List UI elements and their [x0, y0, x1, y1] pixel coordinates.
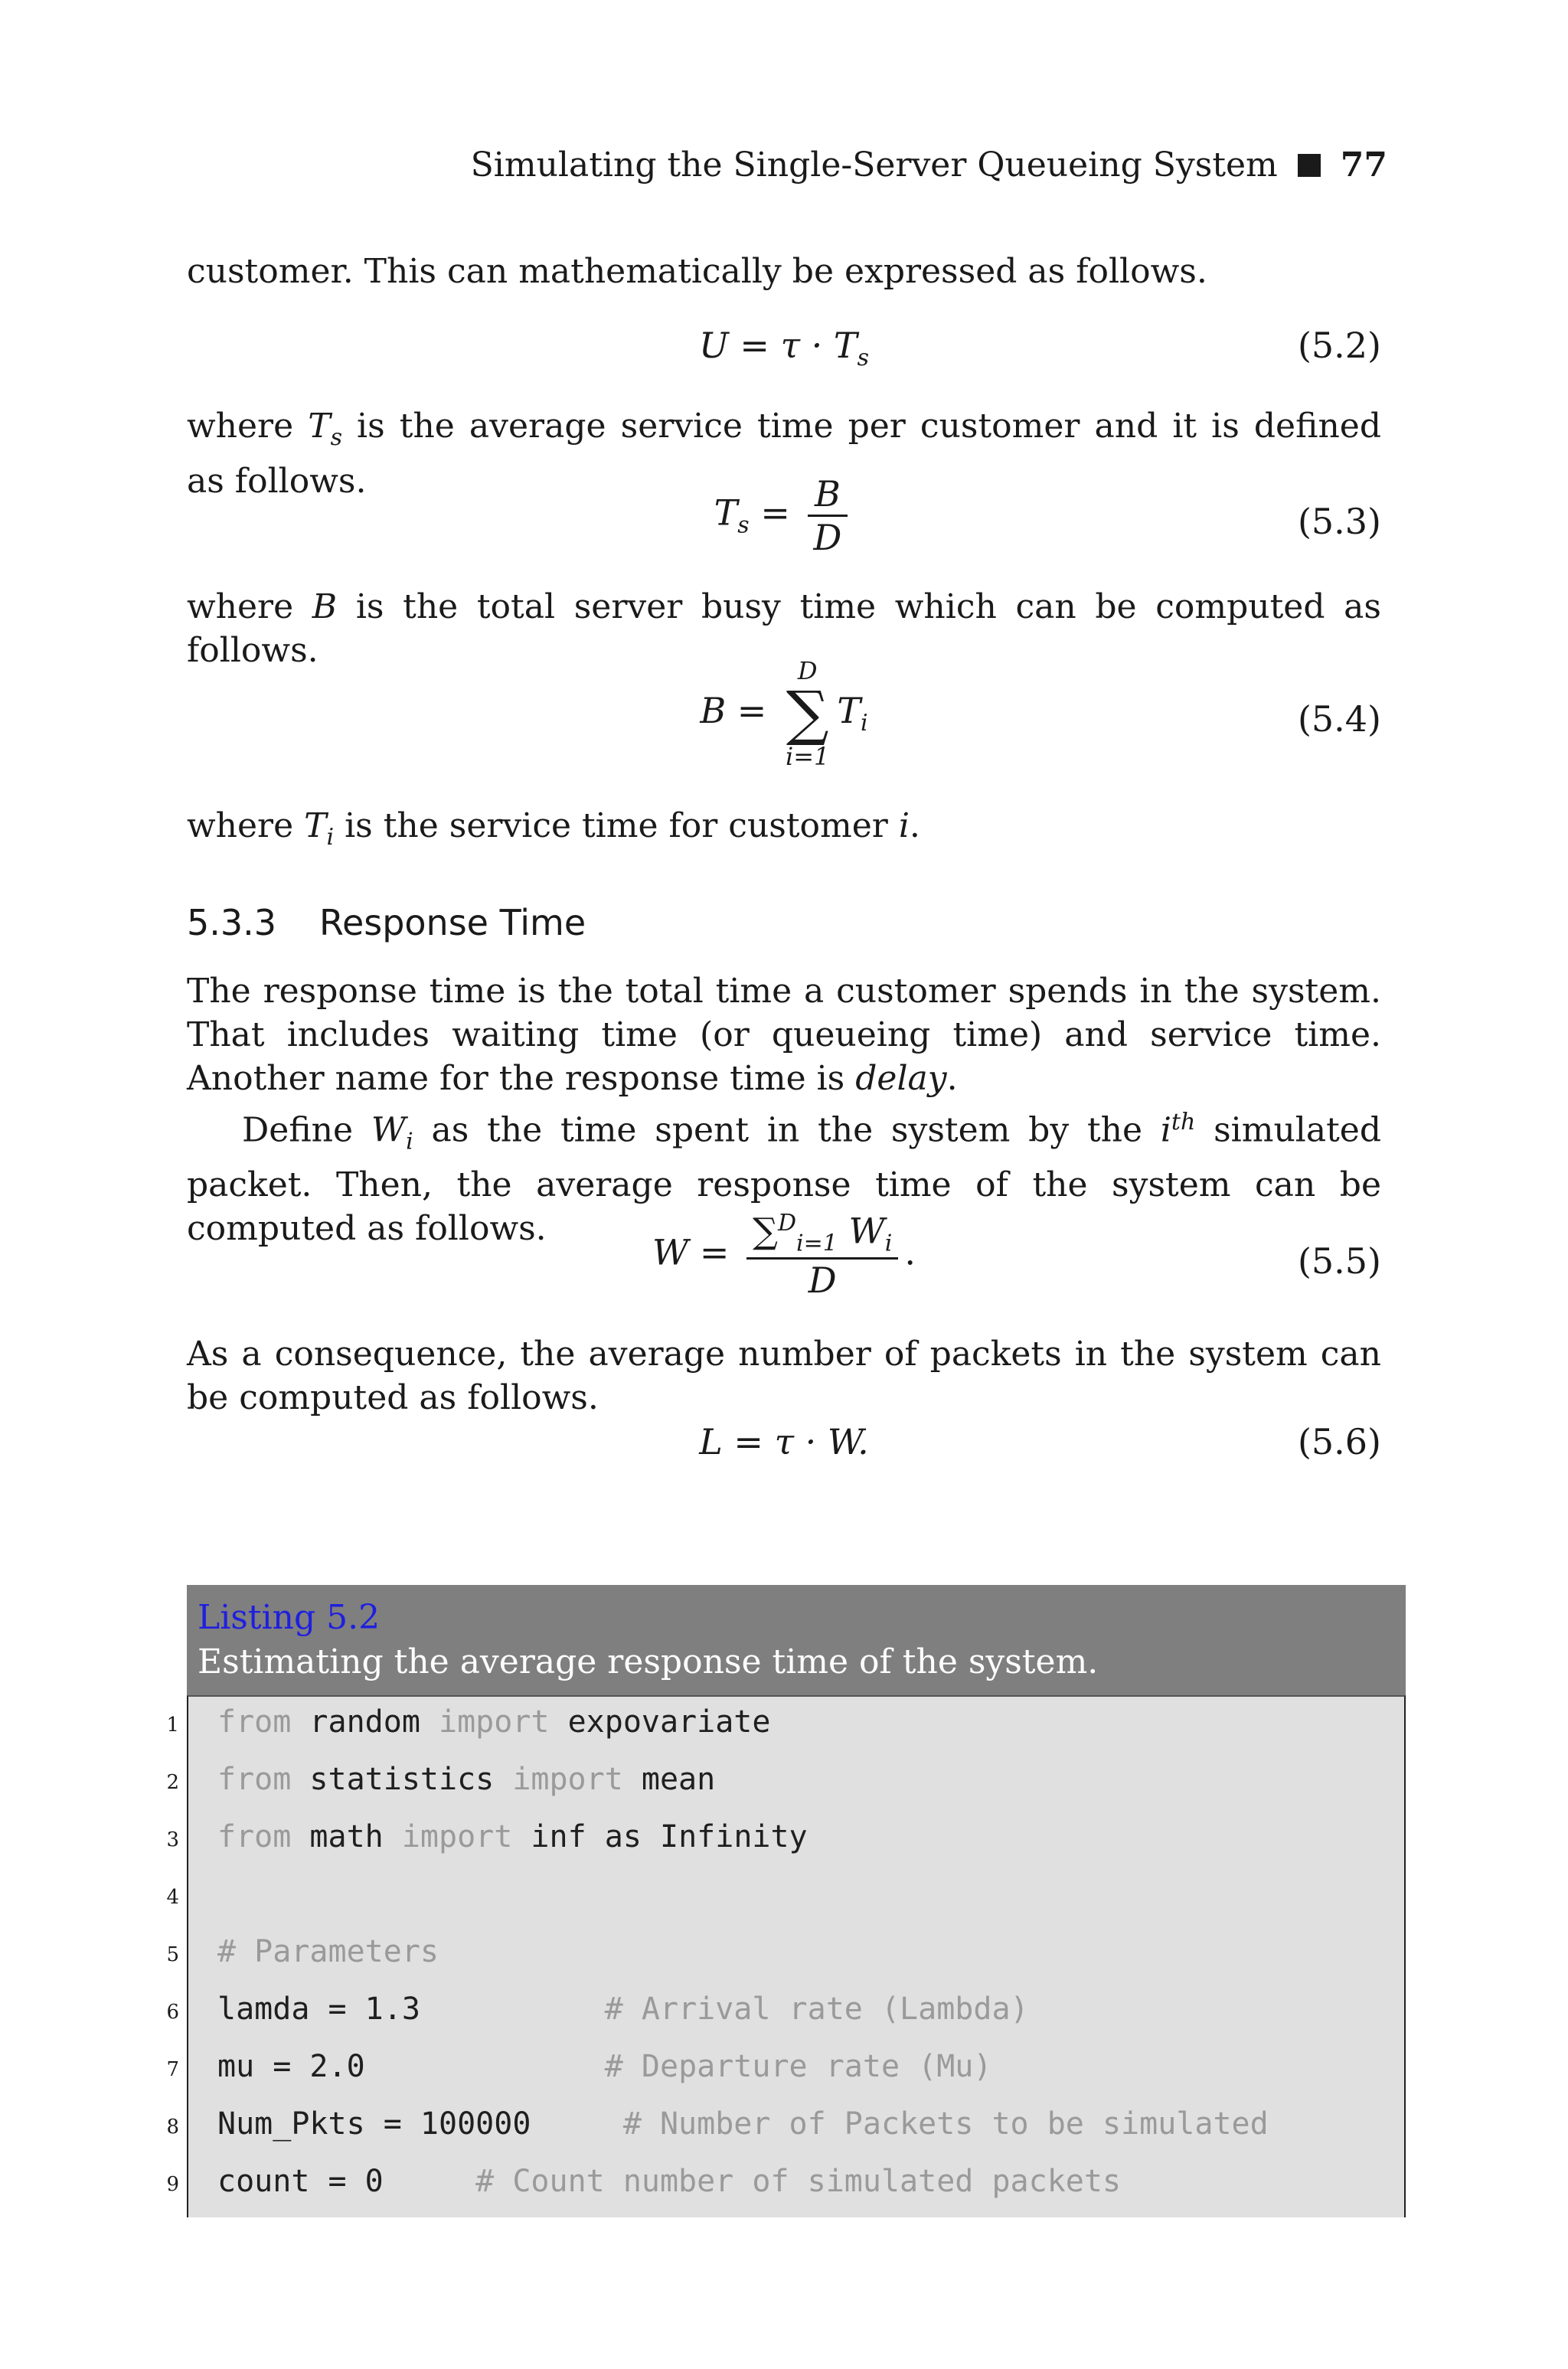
- numerator: B: [808, 473, 848, 517]
- math-sub: i: [326, 823, 335, 851]
- eq-rhs: τ · W.: [774, 1421, 869, 1462]
- equation-5-3: $T_s$ = $\frac{B}{D}$ (5.3): [714, 473, 1381, 558]
- code-token: mu = 2.0: [217, 2049, 605, 2084]
- code-text: [217, 2106, 1269, 2142]
- eq-lhs: U: [699, 325, 729, 366]
- code-comment: # Count number of simulated packets: [475, 2164, 1122, 2199]
- numerator: [746, 1210, 898, 1260]
- code-text: [217, 1819, 808, 1854]
- fraction: [746, 1210, 898, 1301]
- text: where: [187, 587, 312, 626]
- text: where: [187, 806, 305, 845]
- text: .: [909, 806, 920, 845]
- line-number: 5: [166, 1943, 179, 1966]
- sum-lower: i=1: [785, 742, 830, 771]
- code-text: [217, 1704, 770, 1740]
- code-token: inf as Infinity: [512, 1819, 808, 1854]
- section-number: 5.3.3: [187, 902, 277, 943]
- code-line: [166, 2156, 1404, 2214]
- code-line: [166, 1926, 1404, 1984]
- eq-sub: s: [857, 345, 869, 372]
- text: where: [187, 407, 309, 446]
- denominator: D: [808, 1259, 837, 1301]
- code-line: [166, 2099, 1404, 2156]
- line-number: 6: [166, 2001, 179, 2024]
- line-number: 2: [166, 1771, 179, 1794]
- code-text: [217, 1992, 1029, 2027]
- math-var: T: [308, 407, 331, 446]
- code-keyword: import: [438, 1704, 550, 1740]
- math-var: B: [312, 587, 338, 626]
- equation-5-4: B = D ∑ i=1 $T_i$ (5.4): [700, 656, 1381, 771]
- text: is the service time for customer: [334, 806, 899, 845]
- listing-header: [187, 1585, 1406, 1695]
- fraction: [808, 473, 848, 558]
- code-comment: # Parameters: [217, 1934, 439, 1969]
- math-sub: s: [330, 423, 342, 451]
- math-var: i: [898, 806, 910, 845]
- emphasis: delay: [855, 1059, 947, 1098]
- code-listing: [166, 1585, 1406, 2217]
- code-token: math: [291, 1819, 402, 1854]
- section-title: Response Time: [319, 902, 586, 943]
- code-comment: # Departure rate (Mu): [604, 2049, 992, 2084]
- code-line: [166, 1697, 1404, 1754]
- code-text: [217, 1934, 439, 1969]
- page-number: 77: [1340, 145, 1387, 185]
- code-keyword: from: [217, 1819, 292, 1854]
- line-number: 8: [166, 2116, 179, 2139]
- paragraph: As a consequence, the average number of packets in the system can be computed as follows.: [187, 1335, 1381, 1417]
- eq-lhs: W: [652, 1231, 689, 1273]
- text: .: [946, 1059, 958, 1098]
- sum-term: T: [837, 690, 861, 731]
- code-comment: # Arrival rate (Lambda): [604, 1992, 1029, 2027]
- code-line: [166, 1754, 1404, 1812]
- text: as the time spent in the system by the: [413, 1110, 1161, 1150]
- code-line: [166, 1984, 1404, 2041]
- code-token: lamda = 1.3: [217, 1992, 605, 2027]
- sigma-icon: ∑: [786, 679, 829, 748]
- code-line: [166, 1812, 1404, 1869]
- denominator: D: [813, 517, 842, 558]
- paragraph: [187, 804, 1381, 859]
- math-var: W: [371, 1110, 407, 1150]
- eq-sub: i: [861, 710, 868, 737]
- equation-number: (5.3): [1297, 501, 1381, 542]
- section-heading: [187, 902, 586, 943]
- text: The response time is the total time a customer spends in the system. That includes waiting time (or queueing time) and service time. Another name for the response time is: [187, 972, 1381, 1098]
- eq-lhs: L: [699, 1421, 723, 1462]
- line-number: 1: [166, 1714, 179, 1737]
- text: Define: [242, 1110, 371, 1150]
- math-sub: i: [406, 1128, 413, 1155]
- math-var: i: [1160, 1110, 1171, 1150]
- square-bullet-icon: [1298, 154, 1321, 177]
- code-text: [217, 2164, 1121, 2199]
- equation-5-6: L = τ · W. (5.6): [699, 1421, 1381, 1462]
- code-token: expovariate: [549, 1704, 771, 1740]
- code-keyword: from: [217, 1704, 292, 1740]
- eq-lhs: B: [700, 690, 727, 731]
- listing-caption: Estimating the average response time of the system.: [198, 1642, 1099, 1681]
- eq-sub: i: [884, 1230, 893, 1257]
- code-keyword: from: [217, 1762, 292, 1797]
- code-line: [166, 2041, 1404, 2099]
- code-token: Num_Pkts = 100000: [217, 2106, 623, 2142]
- line-number: 3: [166, 1828, 179, 1851]
- sum-upper: D: [777, 1210, 796, 1237]
- line-number: 7: [166, 2058, 179, 2081]
- math-var: T: [304, 806, 327, 845]
- code-token: statistics: [291, 1762, 513, 1797]
- code-token: mean: [622, 1762, 716, 1797]
- code-text: [217, 2049, 991, 2084]
- eq-lhs: T: [714, 492, 738, 534]
- equation-number: (5.4): [1297, 698, 1381, 740]
- eq-sub: s: [737, 511, 750, 539]
- eq-rhs: τ · T: [780, 325, 858, 366]
- paragraph: [187, 969, 1381, 1100]
- line-number: 9: [166, 2173, 179, 2196]
- text: is the total server busy time which can be computed as follows.: [187, 587, 1381, 670]
- equation-5-5: W = $\frac{\sum^D_{i=1} W_i}{D}$ . (5.5): [652, 1210, 1381, 1301]
- text: simulated packet. Then, the average response time of the system can be computed as follows.: [187, 1110, 1381, 1249]
- running-header-title: Simulating the Single-Server Queueing System: [470, 145, 1278, 185]
- code-line: [166, 1869, 1404, 1926]
- equation-number: (5.2): [1297, 325, 1381, 366]
- sum-lower: i=1: [796, 1230, 838, 1257]
- code-keyword: import: [512, 1762, 623, 1797]
- math-sup: th: [1171, 1109, 1196, 1135]
- equation-number: (5.5): [1297, 1240, 1381, 1282]
- text: is the average service time per customer and it is defined as follows.: [187, 407, 1381, 501]
- code-keyword: import: [401, 1819, 513, 1854]
- code-comment: # Number of Packets to be simulated: [622, 2106, 1269, 2142]
- listing-code: [166, 1695, 1406, 2217]
- listing-label: Listing 5.2: [198, 1598, 381, 1637]
- code-text: [217, 1762, 715, 1797]
- sum-upper: D: [797, 656, 818, 685]
- sum-term: W: [848, 1210, 885, 1252]
- sigma-icon: ∑: [753, 1210, 778, 1252]
- equation-number: (5.6): [1297, 1421, 1381, 1462]
- line-number: 4: [166, 1886, 179, 1909]
- equation-5-2: $U = \tau \cdot T_s$ (5.2): [699, 325, 1381, 372]
- code-token: count = 0: [217, 2164, 476, 2199]
- running-header: [471, 145, 1387, 185]
- code-token: random: [291, 1704, 439, 1740]
- summation: [786, 657, 829, 770]
- paragraph: customer. This can mathematically be expressed as follows.: [187, 252, 1207, 291]
